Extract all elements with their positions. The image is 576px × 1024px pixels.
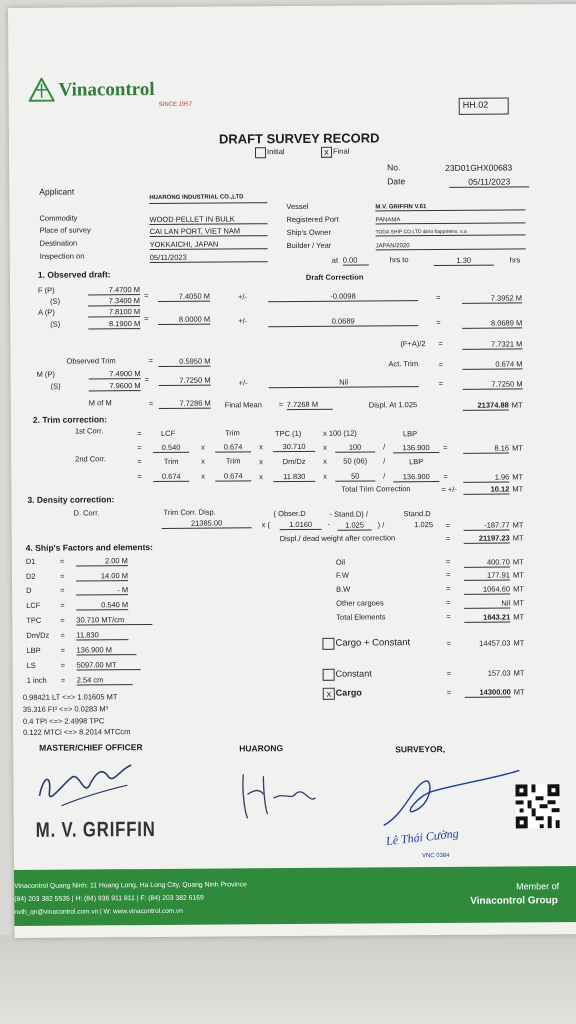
footer-bar [14,866,576,926]
final-mean: 7.7268 M [287,401,333,410]
no-value: 23D01GHX00683 [445,162,513,173]
factor-value: 30.710 MT/cm [76,616,152,625]
displ2-eq: = [445,533,451,543]
plus-minus-sign: = +/- [441,484,457,494]
c1-label: 1st Corr. [74,426,104,436]
element-eq: = [446,611,451,621]
r2-50: 50 [335,472,375,481]
times-sign: x [201,442,205,452]
tpc-header: TPC (1) [274,428,302,439]
f-mean: 7.4050 M [158,293,210,302]
initial-checkbox[interactable] [255,147,266,158]
element-mt: MT [513,612,525,622]
divide-sign: / [383,471,386,481]
element-eq: = [445,569,451,579]
factor-key: D [26,585,32,595]
element-mt: MT [513,584,524,594]
footer-group: Vinacontrol Group [470,895,558,907]
stand-d-value: 1.025 [414,520,434,530]
tcd-label: Trim Corr. Disp. [163,507,216,517]
factor-value: 136.900 M [76,646,136,655]
conversion-line: 0.122 MTCi <=> 8.2014 MTCcm [23,727,131,737]
cargo-constant-label: Cargo + Constant [335,637,411,649]
m-eq2: = [438,378,444,389]
obs-d-value: 1.0160 [280,521,322,530]
draft-correction-title: Draft Correction [305,272,364,282]
f-corr: -0.0098 [268,292,418,302]
trim-header: Trim [224,428,240,438]
element-value: 177.91 [464,572,510,581]
factor-key: LBP [26,645,41,655]
footer-email: nvth_qn@vinacontrol.com.vn | W: www.vinacontrol.com.vn [14,907,183,916]
inspection-label: Inspection on [39,251,85,261]
to-value: 1.30 [434,257,494,266]
a-pm: +/- [238,316,248,326]
times-sign: x [323,471,328,481]
c2-label: 2nd Corr. [75,454,107,464]
cargo-value: 14300.00 [465,689,511,698]
element-key: B.W [336,584,351,594]
factor-value: - M [76,586,128,595]
factor-key: 1 inch [26,675,47,685]
hrs-label: hrs [509,255,521,265]
builder-label: Builder / Year [286,240,332,251]
divide-sign: / [383,442,386,452]
logo-icon [28,78,54,102]
conversion-line: 35.316 Ft³ <=> 0.0283 M³ [22,704,109,714]
a-eq: = [144,314,149,324]
applicant-value: HUARONG INDUSTRIAL CO.,LTD [149,193,267,204]
element-mt: MT [512,570,524,580]
surveyor-code: VNC 0384 [421,852,450,860]
factor-eq: = [60,585,65,595]
qr-code-icon [515,784,559,828]
r2h-lbp: LBP [409,457,424,467]
std-label: - Stand.D) / [329,509,368,519]
final-mean-label: Final Mean [224,400,262,410]
cargo-mt: MT [513,687,525,697]
fp-value: 7.4700 M [88,286,140,295]
vessel-stamp: M. V. GRIFFIN [35,817,156,842]
regport-value: PANAMA [375,216,525,224]
element-mt: MT [513,598,525,608]
f-eq: = [143,291,149,301]
mp-label: M (P) [36,369,55,379]
a-eq2: = [436,317,441,328]
fa2-label: (F+A)/2 [400,339,426,349]
ttc-value: 10.12 [463,486,509,495]
element-eq: = [446,597,451,607]
constant-checkbox[interactable] [323,669,335,681]
huarong-signature [233,764,323,825]
element-value: 1643.21 [464,614,510,623]
times-sign: x [323,442,327,452]
f-eq2: = [436,292,441,303]
sig-huarong-label: HUARONG [239,743,284,754]
element-key: Total Elements [336,612,386,622]
fs-value: 7.3400 M [88,297,140,306]
final-label: Final [332,146,350,156]
ms-value: 7.9600 M [89,382,141,391]
act-trim: 0.674 M [462,360,522,369]
brand-since: SINCE 1957 [158,101,193,108]
vessel-label: Vessel [286,201,309,212]
factor-eq: = [60,660,66,670]
at-label: at [331,255,339,265]
r1-tpc: 30.710 [273,443,315,452]
c1-res-eq: = [443,442,448,452]
r2h-dmdz: Dm/Dz [282,456,306,467]
a-corr: 0.0689 [268,317,418,327]
ms-label: (S) [50,381,61,391]
divide-sign: ) / [377,520,385,530]
factor-eq: = [59,571,65,581]
cargo-constant-eq: = [446,638,451,648]
r1-lbp: 136.900 [393,444,439,453]
x100-header: x 100 (12) [322,428,357,438]
date-label: Date [387,176,406,187]
final-mean-eq: = [278,400,284,410]
applicant-label: Applicant [39,186,75,197]
footer-phone: (84) 203 382 5535 | H: (84) 936 911 811 | F: (84) 203 382 6169 [14,894,204,903]
inspection-value: 05/11/2023 [150,253,268,262]
element-eq: = [445,556,451,566]
builder-value: JAPAN/2020 [376,242,526,250]
factor-key: D2 [25,571,36,581]
element-key: Other cargoes [336,598,384,608]
fp-label: F (P) [37,285,55,295]
factor-value: 0.540 M [76,601,128,610]
no-label: No. [387,162,401,173]
std-d-value: 1.025 [338,521,372,530]
lcf-header: LCF [160,428,176,438]
sig-surveyor-label: SURVEYOR, [395,743,446,755]
factor-key: Dm/Dz [26,630,50,640]
section-density: 3. Density correction: [27,494,115,505]
m-eq: = [144,375,150,385]
observed-trim-label: Observed Trim [66,356,116,366]
factor-value: 5097.00 MT [77,661,141,670]
a-result: 8.0689 M [462,319,522,328]
displ2-mt: MT [512,533,524,543]
conversion-line: 0.98421 LT <=> 1.01605 MT [22,692,118,702]
place-label: Place of survey [39,225,91,235]
times-sign: x [259,472,264,482]
mofm-value: 7.7286 M [159,400,211,409]
dens-eq: = [445,520,451,530]
factor-key: LS [26,660,36,670]
divide-sign: / [383,456,386,466]
c1-result: 8.16 [463,445,509,454]
factor-value: 11.830 [76,631,128,640]
f-pm: +/- [237,292,248,302]
c2-res-eq: = [443,471,448,481]
r2h-trim2: Trim [225,456,241,466]
r2h-50: 50 (06) [343,456,368,466]
lbp-header: LBP [402,429,418,439]
regport-label: Registered Port [286,214,339,225]
factor-eq: = [60,600,65,610]
as-label: (S) [50,319,61,329]
times-sign: x [201,456,205,466]
at-value: 0.00 [343,256,369,265]
c1-eq-h: = [136,429,142,439]
displ2-value: 21197.23 [464,535,510,544]
surveyor-signature [373,764,523,835]
c2-eq-h: = [137,457,142,467]
date-value: 05/11/2023 [449,177,529,187]
r2-trim2: 0.674 [215,472,251,481]
ttc-mt: MT [512,484,524,494]
initial-label: Initial [266,147,285,157]
displ-mt: MT [511,400,523,410]
surveyor-name: Lê Thái Cường [385,826,460,849]
factor-eq: = [60,675,66,685]
tcd-value: 21385.00 [162,519,252,528]
owner-value: TODA SHIP CO.LTD &trio happiness, s.a [376,229,526,236]
element-key: F.W [335,570,349,580]
element-eq: = [446,583,451,593]
fs-label: (S) [50,296,61,306]
destination-label: Destination [39,238,78,248]
element-key: Oil [335,557,346,567]
r1-trim: 0.674 [215,443,251,452]
factor-key: D1 [25,556,36,566]
element-value: Nil [464,600,510,609]
factor-eq: = [60,630,65,640]
fa2-value: 7.7321 M [462,340,522,349]
observed-trim-eq: = [148,355,153,366]
section-factors: 4. Ship's Factors and elements: [25,542,154,553]
mofm-label: M of M [88,398,112,408]
element-value: 1064.60 [464,586,510,595]
owner-label: Ship's Owner [286,227,331,238]
ap-label: A (P) [38,307,55,317]
element-value: 400.70 [464,559,510,568]
m-mean: 7.7250 M [159,377,211,386]
brand-name: Vinacontrol [58,78,155,101]
footer-address: Vinacontrol Quang Ninh: 11 Hoang Long, Ha Long City, Quang Ninh Province [14,881,247,890]
mp-value: 7.4900 M [89,370,141,379]
constant-eq: = [446,668,452,678]
minus-sign: - [327,519,331,529]
constant-mt: MT [513,668,525,678]
observed-trim: 0.5950 M [158,358,210,367]
as-value: 8.1900 M [88,320,140,329]
d-corr-label: D. Corr. [73,508,100,518]
c1-mt: MT [512,443,523,453]
obs-d-label: ( Obser.D [273,508,306,519]
ttc-label: Total Trim Correction [341,484,411,494]
c2-result: 1.96 [463,474,509,483]
factor-key: TPC [26,615,42,625]
cargo-checkbox[interactable]: x [323,688,335,700]
r1-x100: 100 [335,443,375,452]
commodity-value: WOOD PELLET IN BULK [149,215,267,224]
commodity-label: Commodity [39,213,78,223]
document-page [8,4,576,938]
standd-label: Stand.D [403,509,431,519]
times-sign: x [323,456,327,466]
factor-value: 2.00 M [76,557,128,566]
m-result: 7.7250 M [463,380,523,389]
sig-master-label: MASTER/CHIEF OFFICER [39,742,143,753]
conversion-line: 0.4 TPI <=> 2.4998 TPC [22,716,105,726]
f-result: 7.3952 M [462,294,522,303]
displ2-label: Displ./ dead weight after correction [279,533,396,544]
cargo-constant-checkbox[interactable] [322,638,334,650]
times-sign: x [201,471,206,481]
cargo-label: Cargo [335,687,362,698]
factor-eq: = [59,556,65,566]
r2-lbp: 136.900 [393,473,439,482]
act-trim-eq: = [438,359,443,370]
hrs-to-label: hrs to [389,255,409,265]
multiply-paren: x ( [261,520,270,530]
section-observed-draft: 1. Observed draft: [37,269,111,280]
times-sign: x [259,457,263,467]
mofm-eq: = [148,398,154,409]
cargo-constant-value: 14457.03 [479,638,511,648]
vessel-value: M.V. GRIFFIN V.61 [375,203,525,211]
act-trim-label: Act. Trim [388,359,419,369]
factor-value: 2.54 cm [77,676,133,685]
cargo-constant-mt: MT [513,638,525,648]
density-result: -187.77 [464,522,510,531]
desk-background [0,935,576,1024]
factor-eq: = [60,615,65,625]
a-mean: 8.0000 M [158,316,210,325]
factor-value: 14.00 M [76,572,128,581]
cargo-eq: = [446,687,452,697]
place-value: CAI LAN PORT, VIET NAM [150,227,268,236]
fa2-eq: = [438,338,443,349]
m-pm: +/- [238,378,248,388]
footer-member: Member of [516,881,560,892]
density-mt: MT [512,520,524,530]
m-corr: Nil [269,378,419,388]
r2-trim1: 0.674 [153,473,189,482]
ap-value: 7.8100 M [88,308,140,317]
factor-eq: = [60,645,65,655]
c1-eq: = [137,443,142,453]
final-checkbox[interactable]: x [321,147,332,158]
master-signature [31,755,151,816]
destination-value: YOKKAICHI, JAPAN [150,240,268,249]
displ-label: Displ. At 1.025 [368,400,418,410]
page-title: DRAFT SURVEY RECORD [218,130,380,147]
r2-dmdz: 11.830 [273,473,315,482]
times-sign: x [259,442,263,452]
c2-eq: = [137,472,142,482]
section-trim-correction: 2. Trim correction: [32,414,108,425]
element-mt: MT [512,557,524,567]
r1-lcf: 0.540 [153,444,189,453]
doc-code: HH.02 [459,98,509,115]
constant-value: 157.03 [487,668,511,678]
constant-label: Constant [335,668,372,679]
c2-mt: MT [512,472,524,482]
displ-value: 21374.88 [463,402,509,411]
factor-key: LCF [26,600,41,610]
r2h-trim1: Trim [163,456,179,466]
